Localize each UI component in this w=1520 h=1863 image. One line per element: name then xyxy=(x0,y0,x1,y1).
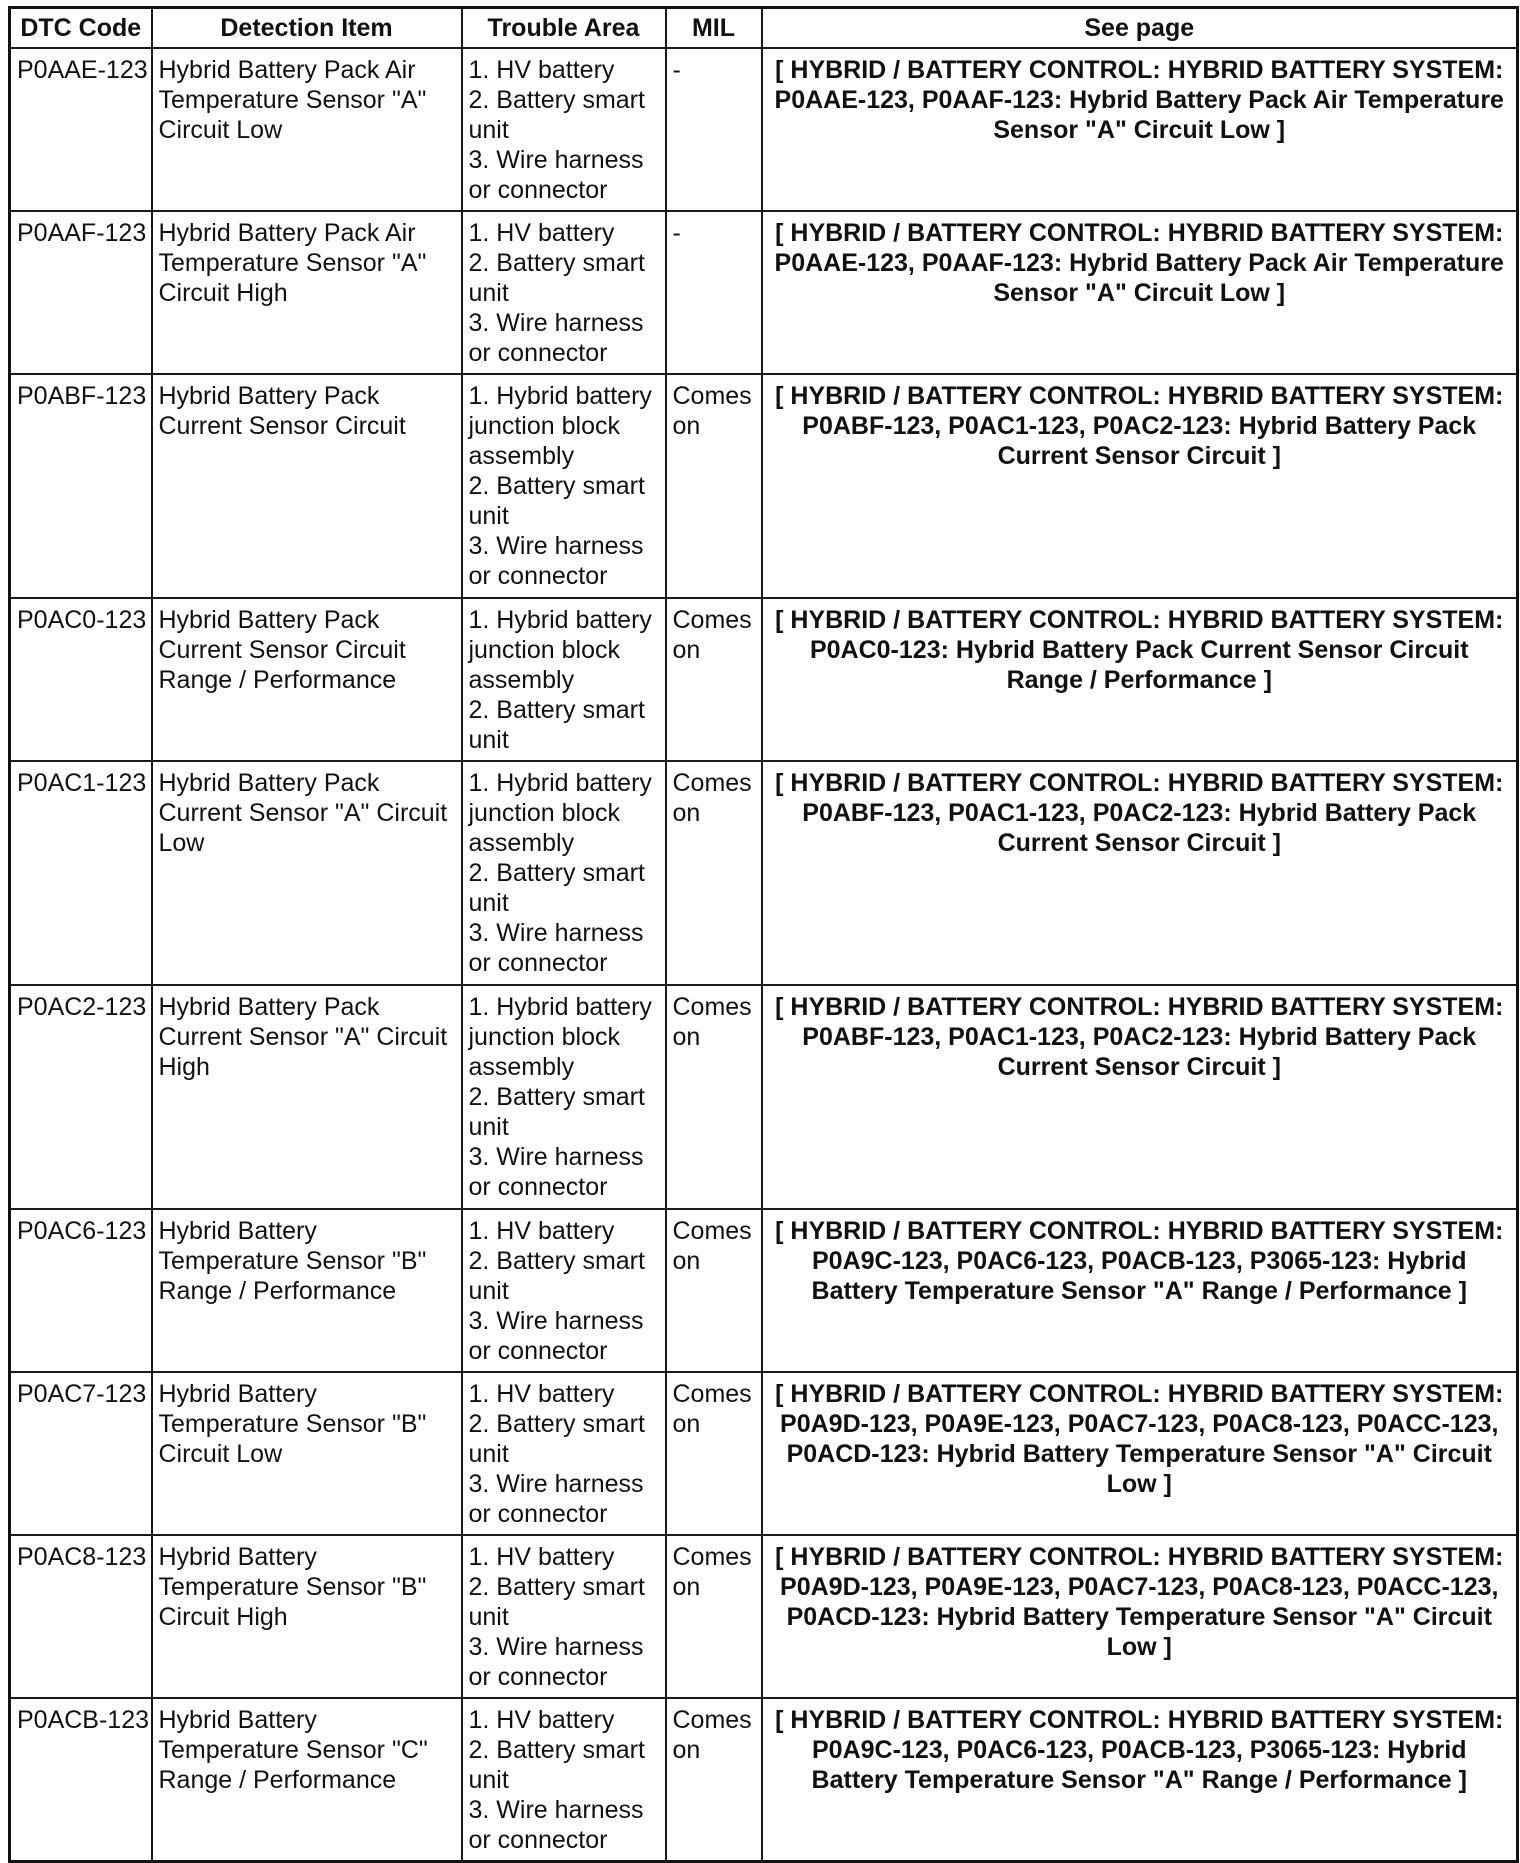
see-page-cell: [ HYBRID / BATTERY CONTROL: HYBRID BATTERY SYSTEM: P0A9C-123, P0AC6-123, P0ACB-123, P3065-123: Hybrid Battery Temperature Sensor "A" Range / Performance ] xyxy=(762,1698,1518,1861)
detection-item-cell: Hybrid Battery Pack Air Temperature Sensor "A" Circuit High xyxy=(152,211,462,374)
see-page-cell: [ HYBRID / BATTERY CONTROL: HYBRID BATTERY SYSTEM: P0ABF-123, P0AC1-123, P0AC2-123: Hybrid Battery Pack Current Sensor Circuit ] xyxy=(762,761,1518,985)
trouble-area-cell: 1. Hybrid battery junction block assembly 2. Battery smart unit xyxy=(462,598,666,761)
dtc-code-cell: P0ACB-123 xyxy=(10,1698,152,1861)
see-page-cell: [ HYBRID / BATTERY CONTROL: HYBRID BATTERY SYSTEM: P0A9D-123, P0A9E-123, P0AC7-123, P0AC8-123, P0ACC-123, P0ACD-123: Hybrid Battery Temperature Sensor "A" Circuit Low ] xyxy=(762,1372,1518,1535)
mil-cell: Comes on xyxy=(666,598,762,761)
dtc-code-cell: P0AAF-123 xyxy=(10,211,152,374)
header-dtc-code: DTC Code xyxy=(10,8,152,49)
detection-item-cell: Hybrid Battery Temperature Sensor "B" Circuit High xyxy=(152,1535,462,1698)
detection-item-cell: Hybrid Battery Temperature Sensor "B" Range / Performance xyxy=(152,1209,462,1372)
header-trouble-area: Trouble Area xyxy=(462,8,666,49)
trouble-area-cell: 1. Hybrid battery junction block assembly 2. Battery smart unit 3. Wire harness or connector xyxy=(462,374,666,598)
table-row xyxy=(10,1372,1518,1535)
table-row xyxy=(10,761,1518,985)
table-row xyxy=(10,985,1518,1209)
dtc-code-cell: P0AC7-123 xyxy=(10,1372,152,1535)
trouble-area-cell: 1. HV battery 2. Battery smart unit 3. Wire harness or connector xyxy=(462,211,666,374)
detection-item-cell: Hybrid Battery Pack Air Temperature Sensor "A" Circuit Low xyxy=(152,48,462,211)
trouble-area-cell: 1. Hybrid battery junction block assembly 2. Battery smart unit 3. Wire harness or connector xyxy=(462,761,666,985)
dtc-code-cell: P0AAE-123 xyxy=(10,48,152,211)
trouble-area-cell: 1. HV battery 2. Battery smart unit 3. Wire harness or connector xyxy=(462,1698,666,1861)
dtc-code-cell: P0AC8-123 xyxy=(10,1535,152,1698)
header-see-page: See page xyxy=(762,8,1518,49)
see-page-cell: [ HYBRID / BATTERY CONTROL: HYBRID BATTERY SYSTEM: P0AAE-123, P0AAF-123: Hybrid Battery Pack Air Temperature Sensor "A" Circuit Low ] xyxy=(762,48,1518,211)
header-row xyxy=(10,8,1518,49)
trouble-area-cell: 1. Hybrid battery junction block assembly 2. Battery smart unit 3. Wire harness or connector xyxy=(462,985,666,1209)
mil-cell: Comes on xyxy=(666,1209,762,1372)
see-page-cell: [ HYBRID / BATTERY CONTROL: HYBRID BATTERY SYSTEM: P0AC0-123: Hybrid Battery Pack Current Sensor Circuit Range / Performance ] xyxy=(762,598,1518,761)
table-row xyxy=(10,1535,1518,1698)
detection-item-cell: Hybrid Battery Temperature Sensor "B" Circuit Low xyxy=(152,1372,462,1535)
detection-item-cell: Hybrid Battery Temperature Sensor "C" Range / Performance xyxy=(152,1698,462,1861)
header-mil: MIL xyxy=(666,8,762,49)
mil-cell: Comes on xyxy=(666,985,762,1209)
see-page-cell: [ HYBRID / BATTERY CONTROL: HYBRID BATTERY SYSTEM: P0ABF-123, P0AC1-123, P0AC2-123: Hybrid Battery Pack Current Sensor Circuit ] xyxy=(762,985,1518,1209)
table-row xyxy=(10,1209,1518,1372)
detection-item-cell: Hybrid Battery Pack Current Sensor Circuit Range / Performance xyxy=(152,598,462,761)
detection-item-cell: Hybrid Battery Pack Current Sensor Circuit xyxy=(152,374,462,598)
detection-item-cell: Hybrid Battery Pack Current Sensor "A" Circuit High xyxy=(152,985,462,1209)
mil-cell: Comes on xyxy=(666,1372,762,1535)
mil-cell: - xyxy=(666,48,762,211)
mil-cell: - xyxy=(666,211,762,374)
dtc-code-cell: P0AC1-123 xyxy=(10,761,152,985)
see-page-cell: [ HYBRID / BATTERY CONTROL: HYBRID BATTERY SYSTEM: P0A9D-123, P0A9E-123, P0AC7-123, P0AC8-123, P0ACC-123, P0ACD-123: Hybrid Battery Temperature Sensor "A" Circuit Low ] xyxy=(762,1535,1518,1698)
table-body xyxy=(10,48,1518,1861)
table-row xyxy=(10,48,1518,211)
trouble-area-cell: 1. HV battery 2. Battery smart unit 3. Wire harness or connector xyxy=(462,1535,666,1698)
dtc-code-cell: P0AC2-123 xyxy=(10,985,152,1209)
trouble-area-cell: 1. HV battery 2. Battery smart unit 3. Wire harness or connector xyxy=(462,1372,666,1535)
mil-cell: Comes on xyxy=(666,1535,762,1698)
table-row xyxy=(10,211,1518,374)
detection-item-cell: Hybrid Battery Pack Current Sensor "A" Circuit Low xyxy=(152,761,462,985)
header-detection-item: Detection Item xyxy=(152,8,462,49)
see-page-cell: [ HYBRID / BATTERY CONTROL: HYBRID BATTERY SYSTEM: P0ABF-123, P0AC1-123, P0AC2-123: Hybrid Battery Pack Current Sensor Circuit ] xyxy=(762,374,1518,598)
table-row xyxy=(10,598,1518,761)
table-row xyxy=(10,1698,1518,1861)
mil-cell: Comes on xyxy=(666,374,762,598)
table-row xyxy=(10,374,1518,598)
trouble-area-cell: 1. HV battery 2. Battery smart unit 3. Wire harness or connector xyxy=(462,1209,666,1372)
mil-cell: Comes on xyxy=(666,1698,762,1861)
dtc-code-cell: P0AC0-123 xyxy=(10,598,152,761)
dtc-table xyxy=(8,6,1519,1863)
dtc-code-cell: P0AC6-123 xyxy=(10,1209,152,1372)
dtc-code-cell: P0ABF-123 xyxy=(10,374,152,598)
mil-cell: Comes on xyxy=(666,761,762,985)
trouble-area-cell: 1. HV battery 2. Battery smart unit 3. Wire harness or connector xyxy=(462,48,666,211)
see-page-cell: [ HYBRID / BATTERY CONTROL: HYBRID BATTERY SYSTEM: P0A9C-123, P0AC6-123, P0ACB-123, P3065-123: Hybrid Battery Temperature Sensor "A" Range / Performance ] xyxy=(762,1209,1518,1372)
see-page-cell: [ HYBRID / BATTERY CONTROL: HYBRID BATTERY SYSTEM: P0AAE-123, P0AAF-123: Hybrid Battery Pack Air Temperature Sensor "A" Circuit Low ] xyxy=(762,211,1518,374)
